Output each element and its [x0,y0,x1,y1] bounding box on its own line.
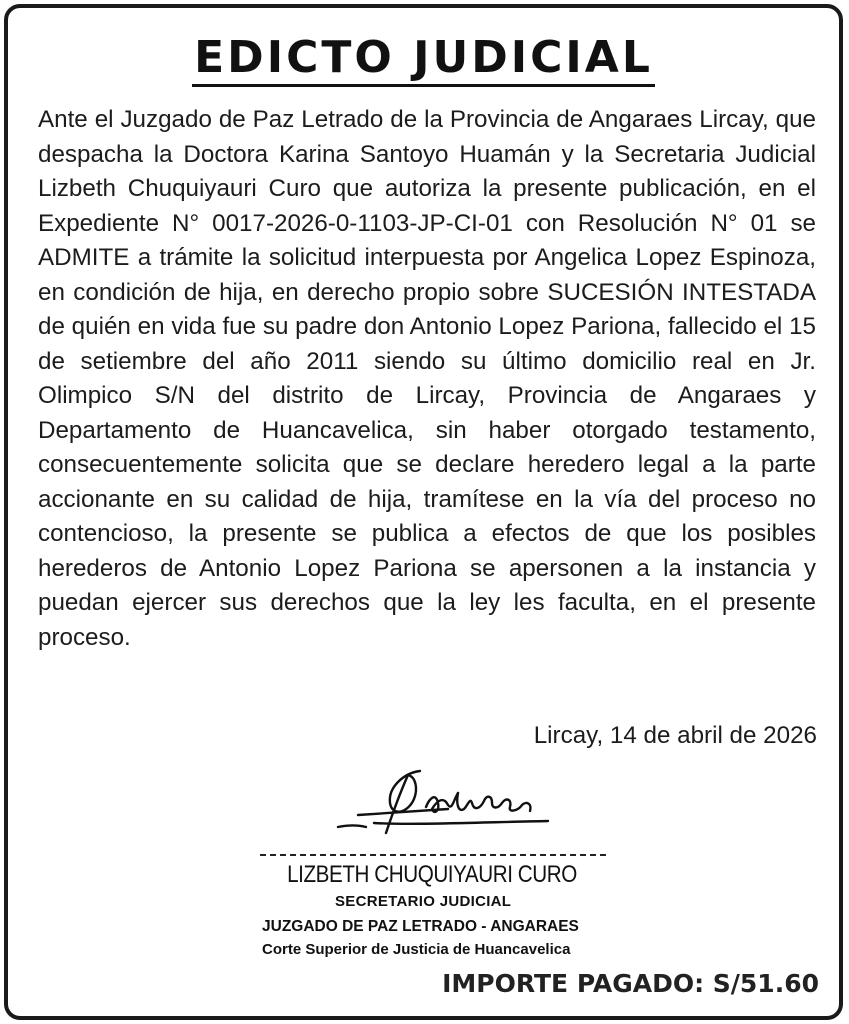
stamp-role: SECRETARIO JUDICIAL [335,893,512,910]
edict-title: EDICTO JUDICIAL [192,34,655,87]
edict-title-block [8,30,839,87]
handwritten-signature [308,763,568,843]
date-line: Lircay, 14 de abril de 2026 [533,722,817,749]
stamp-corte: Corte Superior de Justicia de Huancavelica [262,941,571,958]
edict-notice [4,4,843,1020]
stamp-name: LIZBETH CHUQUIYAURI CURO [287,861,577,888]
edict-body: Ante el Juzgado de Paz Letrado de la Provincia de Angaraes Lircay, que despacha la Doctora Karina Santoyo Huamán y la Secretaria Judicial Lizbeth Chuquiyauri Curo que autoriza la presente publicación, en el Expediente N° 0017-2026-0-1103-JP-CI-01 con Resolución N° 01 se ADMITE a trámite la solicitud interpuesta por Angelica Lopez Espinoza, en condición de hija, en derecho propio sobre SUCESIÓN INTESTADA de quién en vida fue su padre don Antonio Lopez Pariona, fallecido el 15 de setiembre del año 2011 siendo su último domicilio real en Jr. Olimpico S/N del distrito de Lircay, Provincia de Angaraes y Departamento de Huancavelica, sin haber otorgado testamento, consecuentemente solicita que se declare heredero legal a la parte accionante en su calidad de hija, tramítese en la vía del proceso no contencioso, la presente se publica a efectos de que los posibles herederos de Antonio Lopez Pariona se apersonen a la instancia y puedan ejercer sus derechos que la ley les faculta, en el presente proceso. [38,106,816,651]
signature-line [260,854,606,856]
stamp-court: JUZGADO DE PAZ LETRADO - ANGARAES [262,918,579,935]
importe-pagado: IMPORTE PAGADO: S/51.60 [442,969,819,998]
